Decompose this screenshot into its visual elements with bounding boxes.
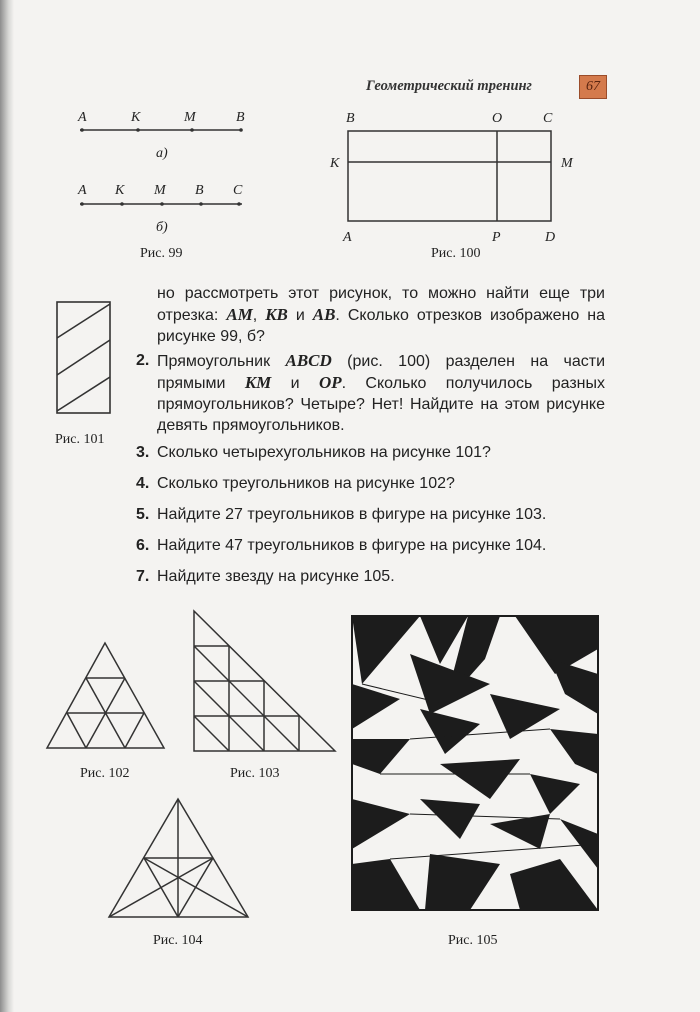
fig99a-tag: а) <box>156 146 168 161</box>
fig100-label-K: K <box>330 156 340 171</box>
shard <box>420 799 480 839</box>
caption-fig101: Рис. 101 <box>55 432 105 447</box>
shard <box>510 859 598 910</box>
caption-fig105: Рис. 105 <box>448 933 498 948</box>
page-number: 67 <box>579 75 607 99</box>
fig99a-label-M: M <box>184 110 196 125</box>
intro-paragraph: но рассмотреть этот рисунок, то можно найти еще три отрезка: AM, KB и AB. Сколько отрезков изображено на рисунке 99, б? <box>157 285 605 345</box>
shard <box>352 739 410 774</box>
caption-fig100: Рис. 100 <box>431 246 481 261</box>
fig99a-label-K: K <box>131 110 141 125</box>
fig100-label-A: A <box>343 230 352 245</box>
figure-99 <box>70 105 260 235</box>
fig99b-label-A: A <box>78 183 87 198</box>
shard <box>425 854 500 910</box>
shard <box>352 684 400 729</box>
caption-fig104: Рис. 104 <box>153 933 203 948</box>
fig100-label-B: B <box>346 111 355 126</box>
fig99a-label-A: A <box>78 110 87 125</box>
fig99a-label-B: B <box>236 110 245 125</box>
caption-fig103: Рис. 103 <box>230 766 280 781</box>
shard <box>352 859 420 910</box>
fig100-label-O: O <box>492 111 503 126</box>
shard <box>550 659 598 714</box>
fig99b-label-B: B <box>195 183 204 198</box>
fig100-label-C: C <box>543 111 553 126</box>
fig99b-tag: б) <box>156 220 168 235</box>
figure-105 <box>350 614 602 914</box>
figure-103 <box>191 608 339 754</box>
fig100-label-M: M <box>561 156 573 171</box>
fig99b-label-C: C <box>233 183 243 198</box>
figure-102 <box>44 640 168 752</box>
rect-ABCD <box>348 131 551 221</box>
fig100-label-P: P <box>492 230 501 245</box>
figure-100 <box>325 105 585 245</box>
shard <box>352 799 410 849</box>
shard <box>490 814 550 849</box>
page-gutter <box>0 0 14 1012</box>
fig99b-label-K: K <box>115 183 125 198</box>
caption-fig102: Рис. 102 <box>80 766 130 781</box>
fig99b-label-M: M <box>154 183 166 198</box>
caption-fig99: Рис. 99 <box>140 246 183 261</box>
shard <box>550 729 598 774</box>
shard <box>440 759 520 799</box>
figure-104 <box>106 796 252 922</box>
figure-101 <box>55 300 115 418</box>
shard <box>530 774 580 814</box>
shard <box>420 709 480 754</box>
shard <box>352 616 420 684</box>
fig100-label-D: D <box>545 230 556 245</box>
running-header: Геометрический тренинг <box>366 78 532 94</box>
